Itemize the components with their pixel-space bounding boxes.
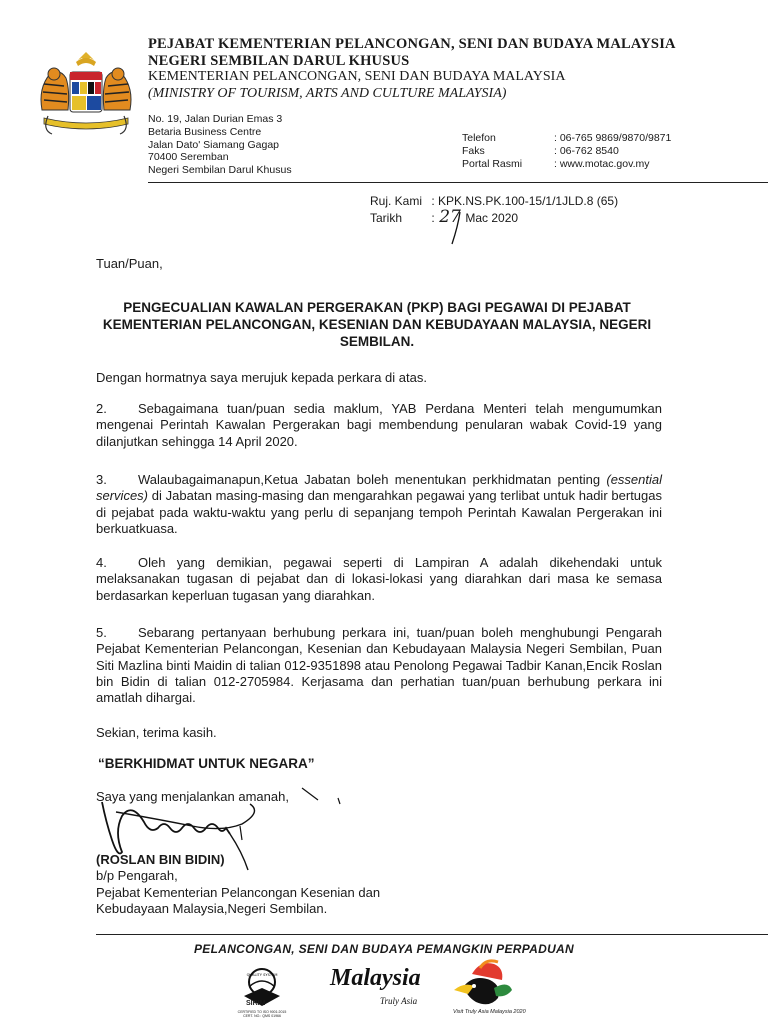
paragraph-number: 5. bbox=[96, 625, 107, 640]
paragraph-2 bbox=[96, 401, 662, 450]
contact-value: : 06-762 8540 bbox=[554, 144, 619, 157]
contact-label: Telefon bbox=[462, 132, 496, 144]
malaysia-coat-of-arms bbox=[30, 50, 142, 138]
state-name: NEGERI SEMBILAN DARUL KHUSUS bbox=[148, 53, 410, 69]
paragraph-text: Walaubagaimanapun,Ketua Jabatan boleh menentukan perkhidmatan penting bbox=[138, 472, 601, 487]
reference-block bbox=[370, 193, 618, 226]
reference-number: : KPK.NS.PK.100-15/1/1JLD.8 (65) bbox=[431, 194, 619, 208]
malaysia-truly-asia-logo: Malaysia bbox=[330, 965, 421, 991]
paragraph-text: Oleh yang demikian, pegawai seperti di Lampiran A adalah dikehendaki untuk melaksanakan tugasan di pejabat dan di lokasi-lokasi yang diarahkan dari masa ke semasa berdasarkan keperluan tugasan yang diarahkan. bbox=[96, 555, 662, 603]
date-day-handwritten: 27 bbox=[439, 207, 461, 227]
date-row bbox=[370, 209, 618, 226]
footer-tagline: PELANCONGAN, SENI DAN BUDAYA PEMANGKIN PERPADUAN bbox=[194, 942, 574, 956]
signer-role bbox=[96, 868, 380, 918]
contact-value: : 06-765 9869/9870/9871 bbox=[554, 132, 672, 144]
sirim-cert-line: CERTIFIED TO ISO 9001:2015 bbox=[237, 1010, 287, 1014]
letter-subject: PENGECUALIAN KAWALAN PERGERAKAN (PKP) BAGI PEGAWAI DI PEJABAT KEMENTERIAN PELANCONGAN, KESENIAN DAN KEBUDAYAAN MALAYSIA, NEGERI SEMBILAN. bbox=[102, 300, 652, 349]
paragraph-text: di Jabatan masing-masing dan mengarahkan pegawai yang terlibat untuk hadir bertugas di pejabat pada waktu-waktu yang perlu di sepanjang tempoh Perintah Kawalan Pergerakan ini berkuatkuasa. bbox=[96, 488, 662, 536]
paragraph-number: 4. bbox=[96, 555, 107, 570]
visit-malaysia-year: 2020 bbox=[513, 1009, 526, 1015]
sirim-cert-no: CERT. NO.: QMS 01966 bbox=[243, 1014, 281, 1018]
sirim-cert-text bbox=[232, 1010, 292, 1018]
contact-label: Portal Rasmi bbox=[462, 157, 523, 170]
address-line: Betaria Business Centre bbox=[148, 125, 262, 138]
salutation: Tuan/Puan, bbox=[96, 256, 163, 271]
closing-remark: Sekian, terima kasih. bbox=[96, 725, 217, 740]
paragraph-number: 2. bbox=[96, 401, 107, 416]
signer-role-line: Kebudayaan Malaysia,Negeri Sembilan. bbox=[96, 901, 328, 916]
sirim-top-text: QUALITY SYSTEM bbox=[246, 973, 278, 977]
address-line: Jalan Dato' Siamang Gagap bbox=[148, 138, 280, 151]
contact-block bbox=[462, 132, 671, 170]
date-label: Tarikh bbox=[370, 211, 403, 225]
reference-row bbox=[370, 193, 618, 209]
paragraph-1: Dengan hormatnya saya merujuk kepada perkara di atas. bbox=[96, 370, 427, 385]
paragraph-4 bbox=[96, 555, 662, 604]
contact-portal bbox=[462, 158, 671, 171]
ministry-name-ms: KEMENTERIAN PELANCONGAN, SENI DAN BUDAYA MALAYSIA bbox=[148, 69, 566, 84]
motto: “BERKHIDMAT UNTUK NEGARA” bbox=[98, 756, 315, 771]
ministry-name-en: (MINISTRY OF TOURISM, ARTS AND CULTURE MALAYSIA) bbox=[148, 86, 507, 101]
valediction: Saya yang menjalankan amanah, bbox=[96, 789, 289, 804]
address-line: No. 19, Jalan Durian Emas 3 bbox=[148, 113, 283, 125]
paragraph-5 bbox=[96, 625, 662, 706]
visit-malaysia-text bbox=[453, 1009, 526, 1015]
contact-value: : www.motac.gov.my bbox=[554, 157, 650, 170]
paragraph-text: Sebarang pertanyaan berhubung perkara ini, tuan/puan boleh menghubungi Pengarah Pejabat Kementerian Pelancongan, Kesenian dan Kebudayaan Malaysia Negeri Sembilan, Puan Siti Mazlina binti Maidin di talian 012-9351898 atau Penolong Pegawai Tadbir Kanan,Encik Roslan bin Bidin di talian 012-2705984. Kerjasama dan perhatian tuan/puan berhubung perkara ini amatlah dihargai. bbox=[96, 625, 662, 706]
date-value: Mac 2020 bbox=[465, 211, 519, 225]
date-colon: : bbox=[431, 211, 435, 225]
truly-asia-text: Truly Asia bbox=[380, 996, 418, 1006]
footer-divider bbox=[96, 934, 768, 935]
reference-label: Ruj. Kami bbox=[370, 194, 423, 208]
office-address bbox=[148, 113, 292, 177]
signer-role-line: Pejabat Kementerian Pelancongan Kesenian dan bbox=[96, 884, 381, 900]
contact-label: Faks bbox=[462, 144, 485, 157]
visit-malaysia-label: Visit Truly Asia Malaysia bbox=[453, 1009, 512, 1015]
date-pen-stroke bbox=[438, 200, 470, 246]
office-name: PEJABAT KEMENTERIAN PELANCONGAN, SENI DAN BUDAYA MALAYSIA bbox=[148, 36, 676, 52]
signer-role-line: b/p Pengarah, bbox=[96, 868, 178, 883]
address-line: Negeri Sembilan Darul Khusus bbox=[148, 164, 292, 177]
contact-fax bbox=[462, 145, 671, 158]
letterhead-divider bbox=[148, 182, 768, 183]
address-line: 70400 Seremban bbox=[148, 151, 229, 164]
paragraph-text: Sebagaimana tuan/puan sedia maklum, YAB Perdana Menteri telah mengumumkan mengenai Perintah Kawalan Pergerakan bagi membendung penularan wabak Covid-19 yang dilanjutkan sehingga 14 April 2020. bbox=[96, 401, 662, 449]
signer-name: (ROSLAN BIN BIDIN) bbox=[96, 852, 225, 867]
contact-phone bbox=[462, 132, 671, 145]
sirim-label: SIRIM bbox=[246, 1000, 266, 1007]
paragraph-3 bbox=[96, 472, 662, 537]
paragraph-emphasis: (essential services) bbox=[96, 472, 662, 504]
paragraph-number: 3. bbox=[96, 472, 107, 487]
